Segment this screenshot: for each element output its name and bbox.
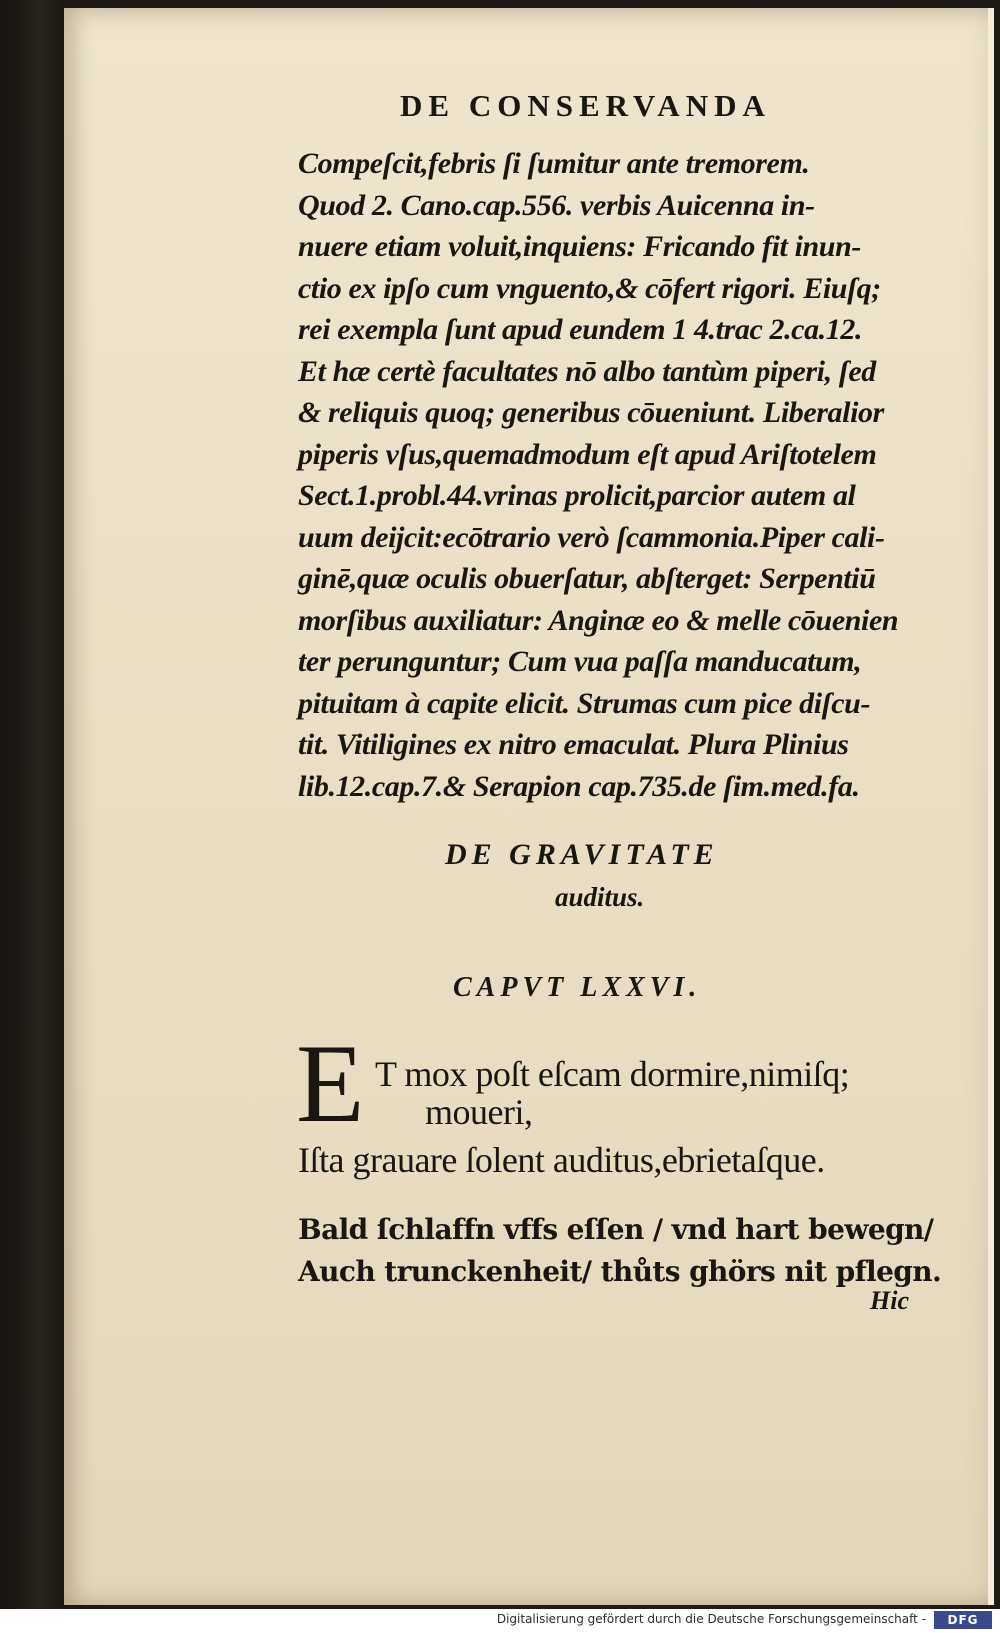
german-verse-line-2: Auch trunckenheit/ thůts ghörs nit pflegn. (298, 1255, 942, 1288)
german-verse-line-1: Bald ſchlaffn vffs eſſen / vnd hart bewegn/ (298, 1213, 934, 1246)
body-line: Et hæ certè facultates nō albo tantùm piperi, ſed (298, 354, 876, 388)
catchword: Hic (870, 1286, 909, 1315)
drop-cap: E (296, 1022, 365, 1146)
body-line: rei exempla ſunt apud eundem 1 4.trac 2.ca.12. (298, 313, 863, 346)
footer-bar (0, 1609, 1000, 1633)
body-line: Quod 2. Cano.cap.556. verbis Auicenna in- (298, 188, 815, 222)
book-page (64, 8, 994, 1605)
section-title: DE GRAVITATE (445, 838, 719, 871)
body-line: uum deijcit:ecōtrario verò ſcammonia.Piper cali- (298, 520, 885, 554)
chapter-heading: CAPVT LXXVI. (453, 972, 702, 1003)
body-line: tit. Vitiligines ex nitro emaculat. Plura Plinius (298, 728, 849, 761)
body-line: piperis vſus,quemadmodum eſt apud Ariſtotelem (298, 437, 877, 471)
body-line: Sect.1.probl.44.vrinas prolicit,parcior autem al (298, 479, 856, 512)
verse-line-2: moueri, (425, 1092, 533, 1132)
body-line: ter perunguntur; Cum vua paſſa manducatum, (298, 645, 862, 678)
body-line: Compeſcit,febris ſi ſumitur ante tremorem. (298, 147, 810, 180)
body-line: pituitam à capite elicit. Strumas cum pice diſcu- (298, 686, 871, 720)
verse-line-3: Iſta grauare ſolent auditus,ebrietaſque. (298, 1140, 825, 1180)
running-head: DE CONSERVANDA (400, 88, 771, 123)
body-line: nuere etiam voluit,inquiens: Fricando fit inun- (298, 230, 861, 263)
verse-line-1: T mox poſt eſcam dormire,nimiſq; (375, 1054, 850, 1094)
dfg-logo: DFG (934, 1611, 992, 1629)
body-line: lib.12.cap.7.& Serapion cap.735.de ſim.med.fa. (298, 769, 860, 803)
body-line: ginē,quæ oculis obuerſatur, abſterget: Serpentiū (298, 562, 876, 595)
body-line: morſibus auxiliatur: Anginæ eo & melle cōuenien (298, 603, 899, 637)
body-line: & reliquis quoq; generibus cōueniunt. Liberalior (298, 396, 884, 429)
digitization-credit: Digitalisierung gefördert durch die Deutsche Forschungsgemeinschaft - (496, 1612, 926, 1626)
body-line: ctio ex ipſo cum vnguento,& cōfert rigori. Eiuſq; (298, 271, 881, 305)
section-subtitle: auditus. (555, 882, 645, 912)
